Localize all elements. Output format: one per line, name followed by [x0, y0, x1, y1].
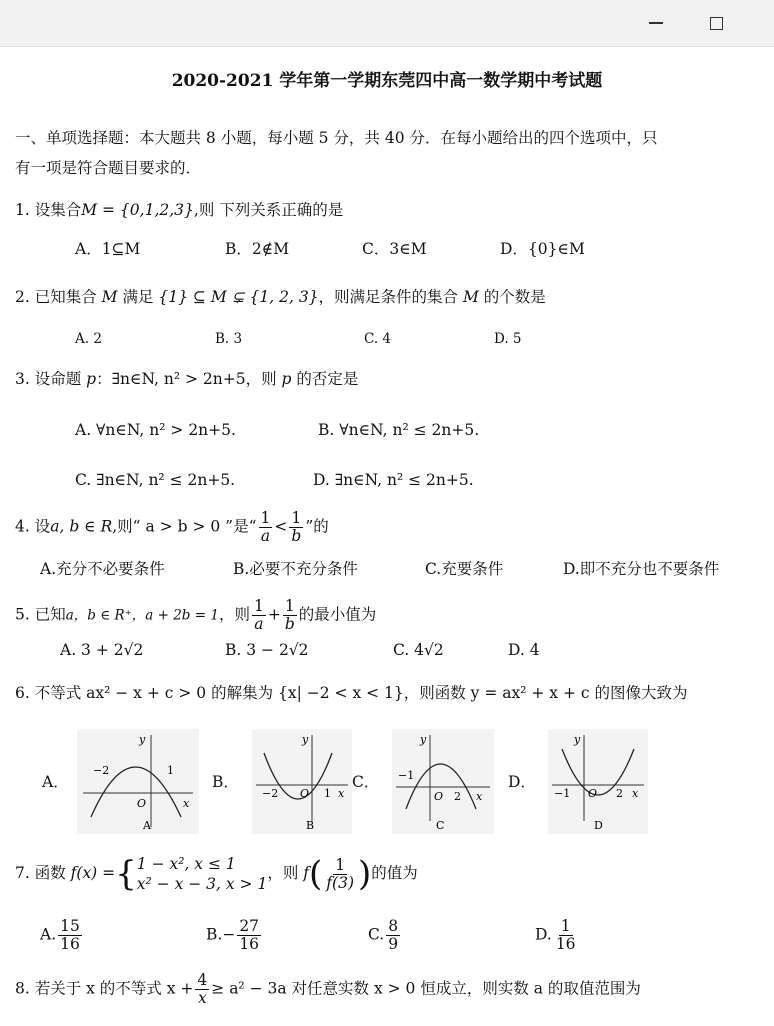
q5-stem-c: 的最小值为 — [298, 605, 377, 624]
q2-option-a: A. 2 — [75, 331, 102, 347]
q4-stem-c: ”的 — [305, 517, 329, 536]
q5-option-b: B. 3 − 2√2 — [225, 641, 309, 659]
q7-a-num: 15 — [60, 917, 80, 935]
graph-a-origin: O — [137, 797, 147, 810]
q8-stem-b: ≥ a² − 3a 对任意实数 x > 0 恒成立，则实数 a 的取值范围为 — [211, 979, 641, 998]
graph-c-origin: O — [434, 790, 444, 803]
q8-stem-a: 8. 若关于 x 的不等式 x + — [15, 979, 194, 998]
q5-frac1-den: a — [254, 615, 264, 633]
q4-frac1-den: a — [260, 527, 271, 545]
q4-option-b: B.必要不充分条件 — [233, 560, 358, 578]
q7-inner-den: f(3) — [326, 873, 354, 892]
q6-graph-d — [548, 729, 648, 834]
question-7-stem — [15, 851, 418, 895]
q5-option-a: A. 3 + 2√2 — [60, 641, 144, 659]
q2-var-2: M — [462, 288, 479, 306]
graph-b-root-left: −2 — [262, 787, 279, 800]
q3-stem-b: ：∃n∈N, n² > 2n+5，则 — [96, 370, 282, 388]
q3-option-b: B. ∀n∈N, n² ≤ 2n+5. — [318, 421, 480, 439]
q4-option-a: A.充分不必要条件 — [40, 560, 165, 578]
q7-d-den: 16 — [555, 935, 576, 953]
graph-a-root-left: −2 — [93, 764, 110, 777]
q7-fx: f(x) = — [70, 864, 116, 882]
q7-piece-2: x² − x − 3, x > 1 — [136, 875, 268, 893]
q5-plus: + — [267, 605, 281, 624]
graph-b-y-label: y — [302, 733, 309, 746]
maximize-button[interactable] — [699, 8, 733, 38]
q5-frac1-num: 1 — [253, 597, 264, 615]
q1-option-d: D．{0}∈M — [500, 240, 585, 258]
graph-c-y-label: y — [420, 733, 427, 746]
q7-option-d — [535, 918, 580, 953]
q6-option-a-label: A． — [42, 773, 69, 791]
q6-option-c-label: C． — [352, 773, 380, 791]
q6-graph-b — [252, 729, 352, 834]
question-5-stem — [15, 598, 376, 633]
q7-a-den: 16 — [60, 935, 80, 953]
q7-stem-b: ，则 — [267, 864, 304, 882]
question-6-stem: 6. 不等式 ax² − x + c > 0 的解集为 {x| −2 < x < 1}，则函数 y = ax² + x + c 的图像大致为 — [15, 684, 688, 702]
q6-graph-a — [77, 729, 199, 834]
graph-d-letter: D — [594, 819, 603, 832]
q3-p-2: p — [281, 370, 292, 388]
q5-stem-b: ，则 — [218, 605, 250, 624]
q4-vars: a, b ∈ R — [50, 517, 113, 536]
q1-option-b: B．2∉M — [225, 240, 290, 258]
q7-d-fraction — [554, 918, 578, 953]
q7-inner-fraction — [324, 857, 356, 892]
graph-c-root-left: −1 — [398, 769, 415, 782]
q8-fraction — [195, 972, 209, 1007]
q6-option-d-label: D． — [508, 773, 536, 791]
q7-brace: { — [115, 854, 137, 894]
maximize-icon — [710, 17, 723, 30]
graph-a-y-label: y — [139, 733, 146, 746]
q4-stem-b: ,则“ a > b > 0 ”是“ — [112, 517, 257, 536]
q1-set: M = {0,1,2,3} — [81, 201, 194, 219]
q3-stem-c: 的否定是 — [291, 370, 359, 388]
graph-d-root-left: −1 — [554, 787, 571, 800]
q7-b-den: 16 — [239, 935, 260, 953]
q8-frac-den: x — [197, 989, 207, 1007]
q3-option-d: D. ∃n∈N, n² ≤ 2n+5. — [313, 471, 474, 489]
q4-stem-a: 4. 设 — [15, 517, 51, 536]
graph-a-bg — [77, 729, 199, 834]
graph-a-x-label: x — [183, 797, 190, 810]
q7-piece-1: 1 − x², x ≤ 1 — [136, 855, 236, 873]
q5-frac2-num: 1 — [284, 597, 295, 615]
q1-stem-a: 1. 设集合 — [15, 201, 82, 219]
q2-stem-d: 的个数是 — [478, 288, 546, 306]
graph-a-root-right: 1 — [167, 764, 174, 777]
graph-c-x-label: x — [476, 790, 483, 803]
q5-option-c: C. 4√2 — [393, 641, 444, 659]
q7-option-a — [40, 918, 84, 953]
q2-stem-b: 满足 — [117, 288, 159, 306]
q5-condition: a，b ∈ R⁺，a + 2b = 1 — [65, 607, 219, 624]
q4-fraction-2 — [289, 510, 303, 545]
q5-fraction-2 — [283, 598, 297, 633]
q8-frac-num: 4 — [197, 971, 208, 989]
q4-lt: < — [274, 517, 288, 536]
q1-option-c: C．3∈M — [362, 240, 427, 258]
question-8-stem — [15, 972, 641, 1007]
graph-d-origin: O — [588, 787, 598, 800]
q7-paren-close: ) — [358, 854, 372, 894]
q2-var: M — [101, 288, 118, 306]
q7-inner-num: 1 — [335, 855, 346, 874]
q3-p: p — [86, 370, 97, 388]
q7-option-b — [206, 918, 263, 953]
q2-relation: {1} ⊆ M ⊊ {1, 2, 3} — [158, 288, 319, 306]
graph-b-origin: O — [300, 787, 310, 800]
q7-stem-c: 的值为 — [371, 864, 418, 882]
q7-d-label: D. — [535, 925, 552, 944]
q7-a-fraction — [58, 918, 82, 953]
q2-option-b: B. 3 — [215, 331, 243, 347]
q7-b-fraction — [237, 918, 261, 953]
q2-stem-a: 2. 已知集合 — [15, 288, 102, 306]
q6-option-b-label: B． — [212, 773, 239, 791]
question-1-stem — [15, 200, 343, 220]
minimize-icon — [649, 22, 663, 24]
q4-frac2-num: 1 — [291, 509, 302, 527]
q2-stem-c: ，则满足条件的集合 — [318, 288, 463, 306]
q7-c-den: 9 — [388, 935, 399, 953]
graph-a-letter: A — [143, 819, 151, 832]
document-page — [0, 46, 774, 1026]
q5-frac2-den: b — [284, 615, 295, 633]
section-heading-line1: 一、单项选择题：本大题共 8 小题，每小题 5 分，共 40 分．在每小题给出的四个选项中，只 — [15, 129, 658, 147]
q7-stem-a: 7. 函数 — [15, 864, 71, 882]
q5-stem-a: 5. 已知 — [15, 605, 66, 624]
q7-f: f — [303, 864, 310, 882]
q7-c-fraction — [386, 918, 400, 953]
graph-c-letter: C — [436, 819, 445, 832]
q7-a-label: A. — [40, 925, 57, 944]
section-heading-line2: 有一项是符合题目要求的． — [15, 159, 202, 177]
q4-option-c: C.充要条件 — [425, 560, 504, 578]
q3-option-a: A. ∀n∈N, n² > 2n+5. — [75, 421, 236, 439]
q5-fraction-1 — [252, 598, 266, 633]
q1-option-a: A．1⊆M — [75, 240, 141, 258]
q4-frac1-num: 1 — [260, 509, 271, 527]
q7-piecewise — [137, 854, 268, 894]
q2-option-c: C. 4 — [364, 331, 392, 347]
q7-c-num: 8 — [388, 917, 399, 935]
q7-b-label: B.− — [206, 925, 236, 944]
q5-option-d: D. 4 — [508, 641, 540, 659]
graph-d-root-right: 2 — [616, 787, 623, 800]
q4-option-d: D.即不充分也不要条件 — [563, 560, 720, 578]
graph-d-x-label: x — [632, 787, 639, 800]
question-3-stem — [15, 369, 358, 389]
question-2-stem — [15, 287, 546, 307]
graph-b-root-right: 1 — [324, 787, 331, 800]
minimize-button[interactable] — [639, 8, 673, 38]
q4-frac2-den: b — [291, 527, 302, 545]
graph-b-x-label: x — [338, 787, 345, 800]
q7-option-c — [368, 918, 402, 953]
q6-graph-c — [392, 729, 494, 834]
graph-b-letter: B — [306, 819, 315, 832]
q7-c-label: C. — [368, 925, 385, 944]
q1-stem-b: ,则 下列关系正确的是 — [193, 201, 344, 219]
q7-b-num: 27 — [239, 917, 260, 935]
graph-c-root-right: 2 — [454, 790, 461, 803]
q4-fraction-1 — [259, 510, 273, 545]
q2-option-d: D. 5 — [494, 331, 522, 347]
window-titlebar — [0, 0, 774, 47]
q3-option-c: C. ∃n∈N, n² ≤ 2n+5. — [75, 471, 236, 489]
q7-paren-open: ( — [309, 854, 323, 894]
page-title: 2020-2021 学年第一学期东莞四中高一数学期中考试题 — [171, 71, 603, 91]
graph-d-y-label: y — [574, 733, 581, 746]
question-4-stem — [15, 510, 329, 545]
q3-stem-a: 3. 设命题 — [15, 370, 87, 388]
q7-d-num: 1 — [560, 917, 571, 935]
